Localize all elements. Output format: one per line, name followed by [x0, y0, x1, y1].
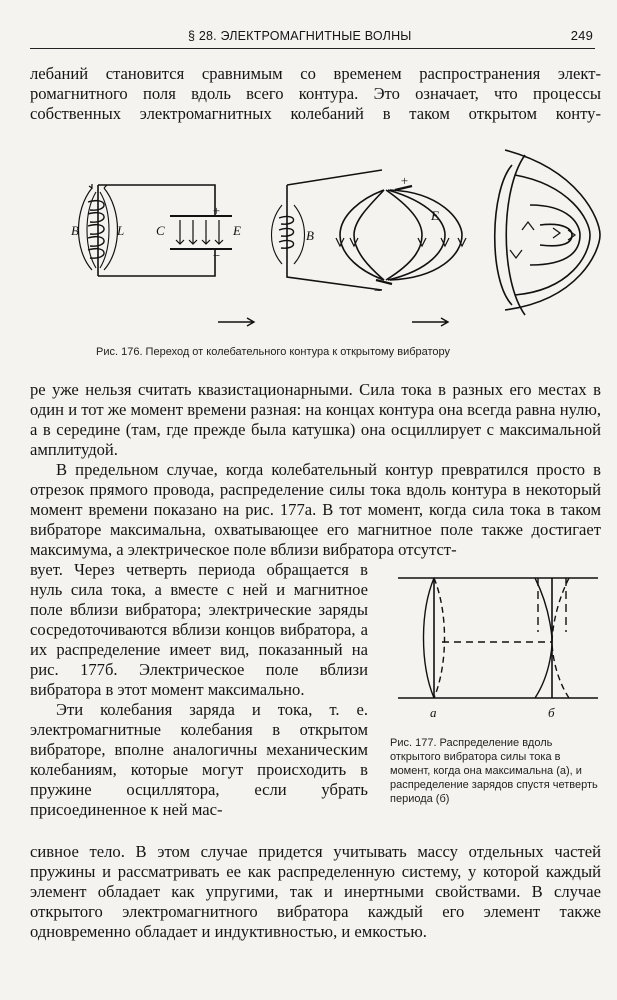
- label-c: C: [156, 223, 165, 238]
- plus-sign: +: [212, 203, 221, 218]
- paragraph-3-full: сивное тело. В этом случае придется учитывать массу отдельных частей пружины и рассматривать ее как распределенную систему, у которой каждый элемент обладает как упругими, так и инертными свойствами. В случае открытого электромагнитного вибратора каждый его элемент также одновременно обладает и индуктивностью, и емкостью.: [30, 842, 601, 941]
- label-b2: B: [306, 228, 314, 243]
- paragraph-3-narrow: Эти колебания заряда и тока, т. е. электромагнитные колебания в открытом вибраторе, вполне аналогичны механическим колебаниям, которые могут происходить в пружине осциллятора, если убрать присоединенное к ней мас-: [30, 700, 368, 819]
- plus-sign-2: +: [400, 173, 409, 188]
- minus-sign: −: [212, 248, 221, 263]
- label-l: L: [117, 223, 125, 238]
- figure-176-caption: Рис. 176. Переход от колебательного контура к открытому вибратору: [96, 346, 451, 358]
- paragraph-2: В предельном случае, когда колебательный контур превратился просто в отрезок прямого провода, распределение силы тока вдоль контура в некоторый момент времени показано на рис. 177а. В тот момент, когда сила тока в таком вибраторе максимальна, охватывающее его магнитное поле также достигает максимума, а электрическое поле вблизи вибратора отсутст-: [30, 460, 601, 559]
- final-text: [30, 842, 601, 942]
- main-text: [30, 380, 601, 560]
- figure-177-caption: Рис. 177. Распределение вдоль открытого вибратора силы тока в момент, когда она максимальна (а), и распределение зарядов спустя четверть периода (б): [390, 737, 598, 805]
- label-e2: E: [431, 208, 439, 223]
- section-title: § 28. ЭЛЕКТРОМАГНИТНЫЕ ВОЛНЫ: [188, 29, 412, 43]
- minus-sign-2: −: [373, 283, 382, 298]
- label-e1: E: [233, 223, 241, 238]
- intro-text: [30, 64, 601, 124]
- intro-line: лебаний становится сравнимым со временем распространения элект-: [30, 64, 601, 83]
- label-b: б: [548, 705, 555, 720]
- intro-line: собственных электромагнитных колебаний в таком открытом конту-: [30, 104, 601, 123]
- label-a: а: [430, 705, 437, 720]
- page-number: 249: [570, 28, 593, 43]
- running-header: [30, 26, 595, 49]
- paragraph-2-continued: вует. Через четверть периода обращается в нуль сила тока, а вместе с ней и магнитное поле вблизи вибратора; электрические заряды сосредоточиваются вблизи концов вибратора, а их распределение имеет вид, показанный на рис. 177б. Электрическое поле вблизи вибратора в этот момент максимально.: [30, 560, 368, 699]
- open-circuit-diagram: [272, 170, 467, 290]
- open-vibrator-diagram: [495, 150, 600, 315]
- narrow-column: [30, 560, 368, 820]
- label-b1: B: [71, 223, 79, 238]
- intro-line: ромагнитного поля вдоль всего контура. Это означает, что процессы: [30, 84, 601, 103]
- figure-177: [390, 572, 610, 732]
- paragraph-1: ре уже нельзя считать квазистационарными. Сила тока в разных его местах в один и тот же момент времени разная: на концах контура она всегда равна нулю, а в середине (там, где прежде была катушка) она осциллирует с максимальной амплитудой.: [30, 380, 601, 459]
